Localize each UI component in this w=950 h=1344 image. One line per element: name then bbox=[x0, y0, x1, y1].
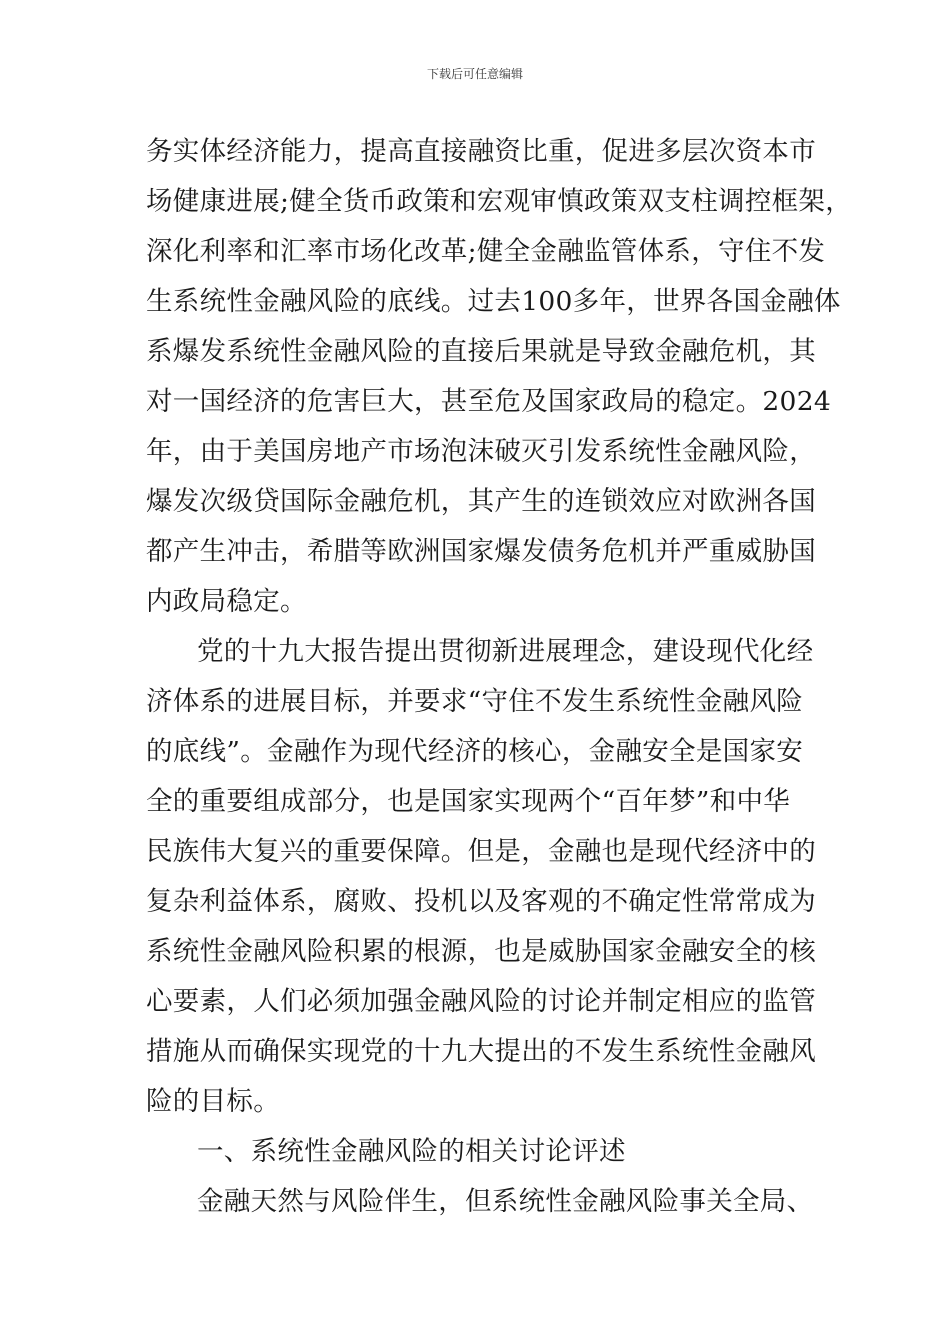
text-line: 系爆发系统性金融风险的直接后果就是导致金融危机，其 bbox=[146, 336, 816, 367]
text-line: 济体系的进展目标，并要求“守住不发生系统性金融风险 bbox=[146, 686, 804, 717]
text-line: 深化利率和汇率市场化改革;健全金融监管体系，守住不发 bbox=[146, 236, 826, 267]
paragraph-section-start bbox=[146, 1177, 822, 1227]
text-line: 的底线”。金融作为现代经济的核心，金融安全是国家安 bbox=[146, 736, 804, 767]
text-line: 爆发次级贷国际金融危机，其产生的连锁效应对欧洲各国 bbox=[146, 486, 816, 517]
document-body bbox=[146, 127, 853, 1227]
text-line: 金融天然与风险伴生，但系统性金融风险事关全局、 bbox=[197, 1186, 814, 1217]
text-line: 对一国经济的危害巨大，甚至危及国家政局的稳定。2024 bbox=[146, 386, 832, 417]
text-line: 民族伟大复兴的重要保障。但是，金融也是现代经济中的 bbox=[146, 836, 816, 867]
text-line: 系统性金融风险积累的根源，也是威胁国家金融安全的核 bbox=[146, 936, 816, 967]
paragraph-party-congress bbox=[146, 627, 822, 1127]
text-line: 措施从而确保实现党的十九大提出的不发生系统性金融风 bbox=[146, 1036, 816, 1067]
text-line: 险的目标。 bbox=[146, 1086, 280, 1117]
text-line: 全的重要组成部分，也是国家实现两个“百年梦”和中华 bbox=[146, 786, 791, 817]
text-line: 场健康进展;健全货币政策和宏观审慎政策双支柱调控框架， bbox=[146, 186, 853, 217]
text-line: 务实体经济能力，提高直接融资比重，促进多层次资本市 bbox=[146, 136, 816, 167]
heading-text: 一、系统性金融风险的相关讨论评述 bbox=[197, 1136, 626, 1167]
text-line: 复杂利益体系，腐败、投机以及客观的不确定性常常成为 bbox=[146, 886, 816, 917]
text-line: 心要素，人们必须加强金融风险的讨论并制定相应的监管 bbox=[146, 986, 816, 1017]
text-line: 都产生冲击，希腊等欧洲国家爆发债务危机并严重威胁国 bbox=[146, 536, 816, 567]
text-line: 内政局稳定。 bbox=[146, 586, 307, 617]
text-line: 年，由于美国房地产市场泡沫破灭引发系统性金融风险， bbox=[146, 436, 816, 467]
text-line: 党的十九大报告提出贯彻新进展理念，建设现代化经 bbox=[197, 636, 814, 667]
page-header: 下载后可任意编辑 bbox=[426, 67, 523, 81]
paragraph-continuation bbox=[146, 127, 853, 627]
text-line: 生系统性金融风险的底线。过去100多年，世界各国金融体 bbox=[146, 286, 841, 317]
section-heading bbox=[146, 1127, 822, 1177]
